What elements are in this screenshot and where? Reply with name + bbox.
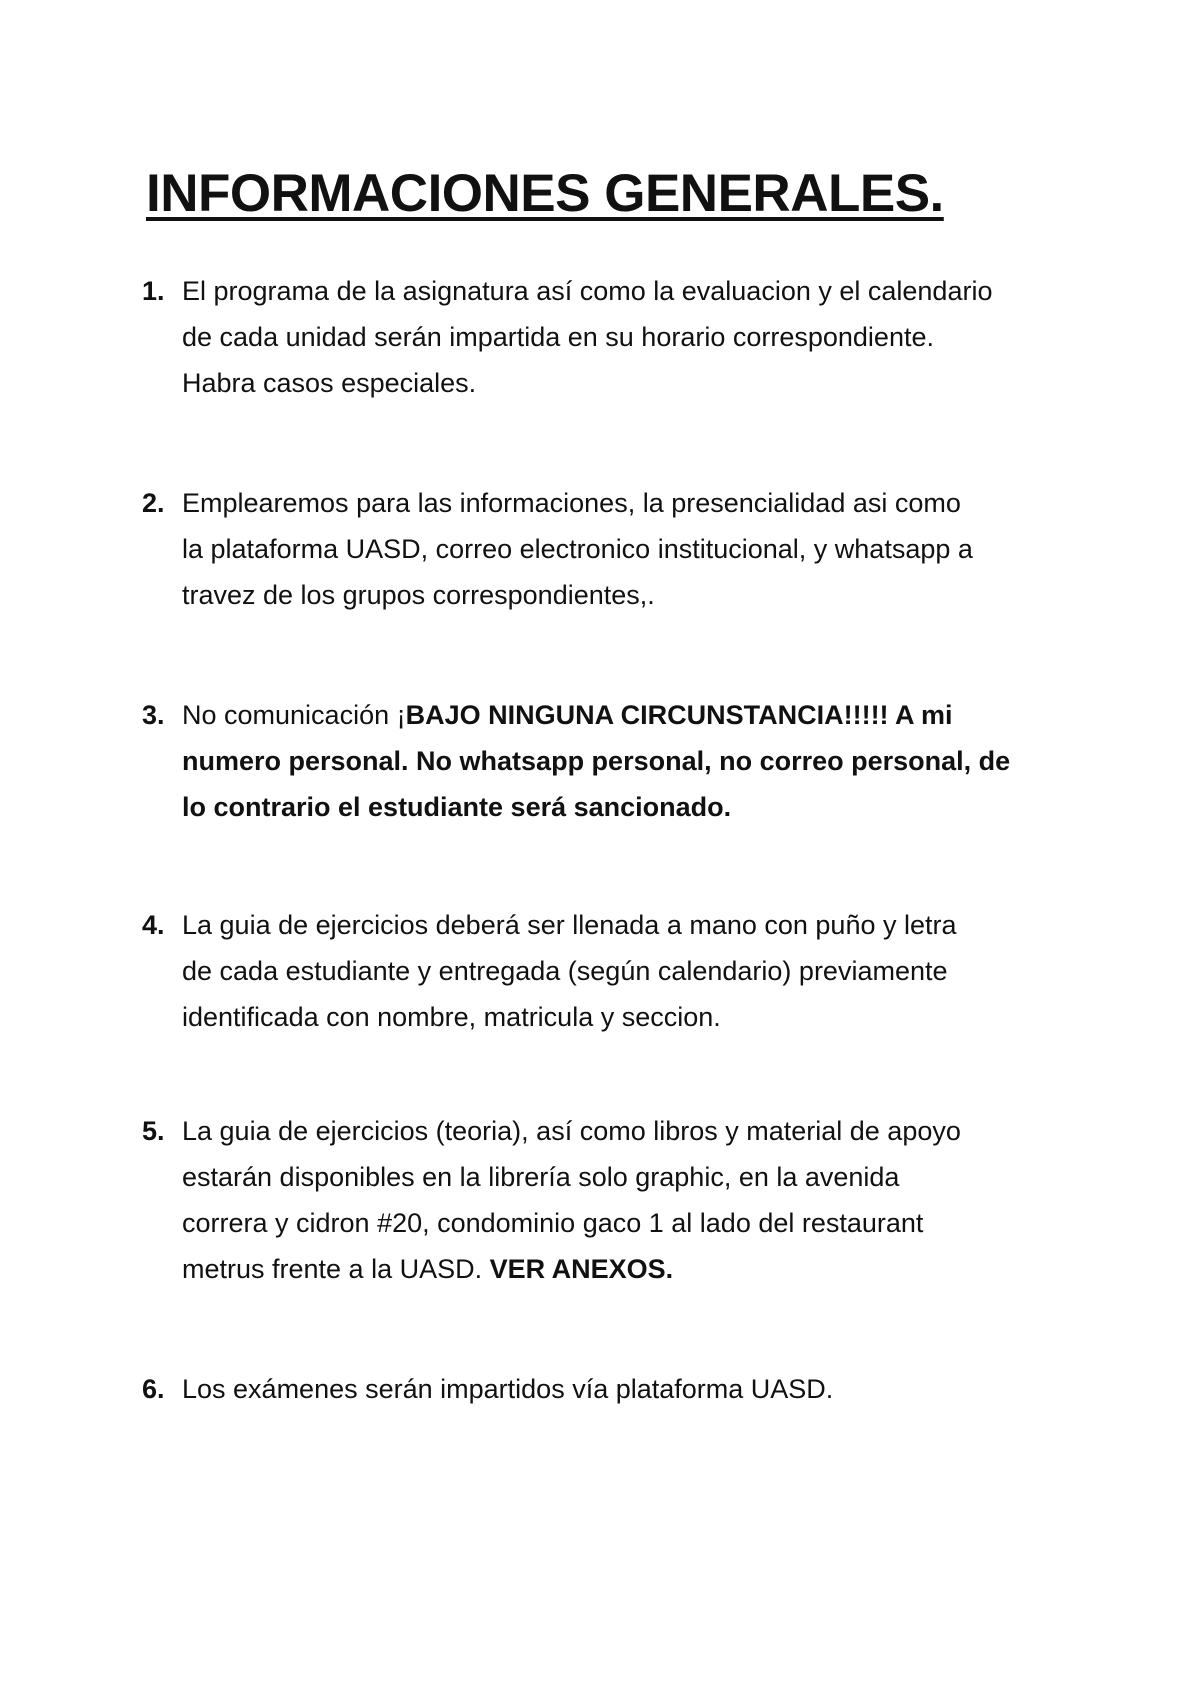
warning-bold-text: numero personal. No whatsapp personal, no correo personal, de: [182, 746, 1011, 776]
warning-bold-text: BAJO NINGUNA CIRCUNSTANCIA!!!!! A mi: [405, 700, 953, 730]
item-line: El programa de la asignatura así como la evaluacion y el calendario: [182, 276, 993, 306]
item-line-normal: metrus frente a la UASD.: [182, 1254, 490, 1284]
item-line: La guia de ejercicios (teoria), así como libros y material de apoyo: [182, 1116, 961, 1146]
item-line: Los exámenes serán impartidos vía plataforma UASD.: [182, 1374, 834, 1404]
item-number: 3.: [142, 700, 165, 730]
item-text: [182, 902, 1082, 1040]
item-line: [182, 692, 1082, 738]
item-line: Habra casos especiales.: [182, 368, 477, 398]
item-number: 6.: [142, 1374, 165, 1404]
item-text: [182, 268, 1082, 406]
item-text: [182, 692, 1082, 830]
item-text: [182, 1108, 1082, 1292]
item-text: [182, 480, 1082, 618]
document-title: INFORMACIONES GENERALES.: [146, 164, 944, 223]
warning-bold-text: lo contrario el estudiante será sancionado.: [182, 792, 732, 822]
item-line: [182, 1246, 1082, 1292]
annex-reference: VER ANEXOS.: [489, 1254, 674, 1284]
item-line: Emplearemos para las informaciones, la presencialidad asi como: [182, 488, 961, 518]
item-line: identificada con nombre, matricula y seccion.: [182, 1002, 721, 1032]
item-number: 5.: [142, 1116, 165, 1146]
item-line: travez de los grupos correspondientes,.: [182, 580, 655, 610]
item-line: la plataforma UASD, correo electronico institucional, y whatsapp a: [182, 534, 973, 564]
item-line-normal: No comunicación ¡: [182, 700, 406, 730]
item-line: correra y cidron #20, condominio gaco 1 al lado del restaurant: [182, 1208, 924, 1238]
item-line: de cada estudiante y entregada (según calendario) previamente: [182, 956, 948, 986]
item-number: 4.: [142, 910, 165, 940]
item-line: de cada unidad serán impartida en su horario correspondiente.: [182, 322, 934, 352]
item-number: 2.: [142, 488, 165, 518]
item-text: [182, 1366, 1082, 1412]
item-line: La guia de ejercicios deberá ser llenada a mano con puño y letra: [182, 910, 957, 940]
item-line: estarán disponibles en la librería solo graphic, en la avenida: [182, 1162, 900, 1192]
item-number: 1.: [142, 276, 165, 306]
